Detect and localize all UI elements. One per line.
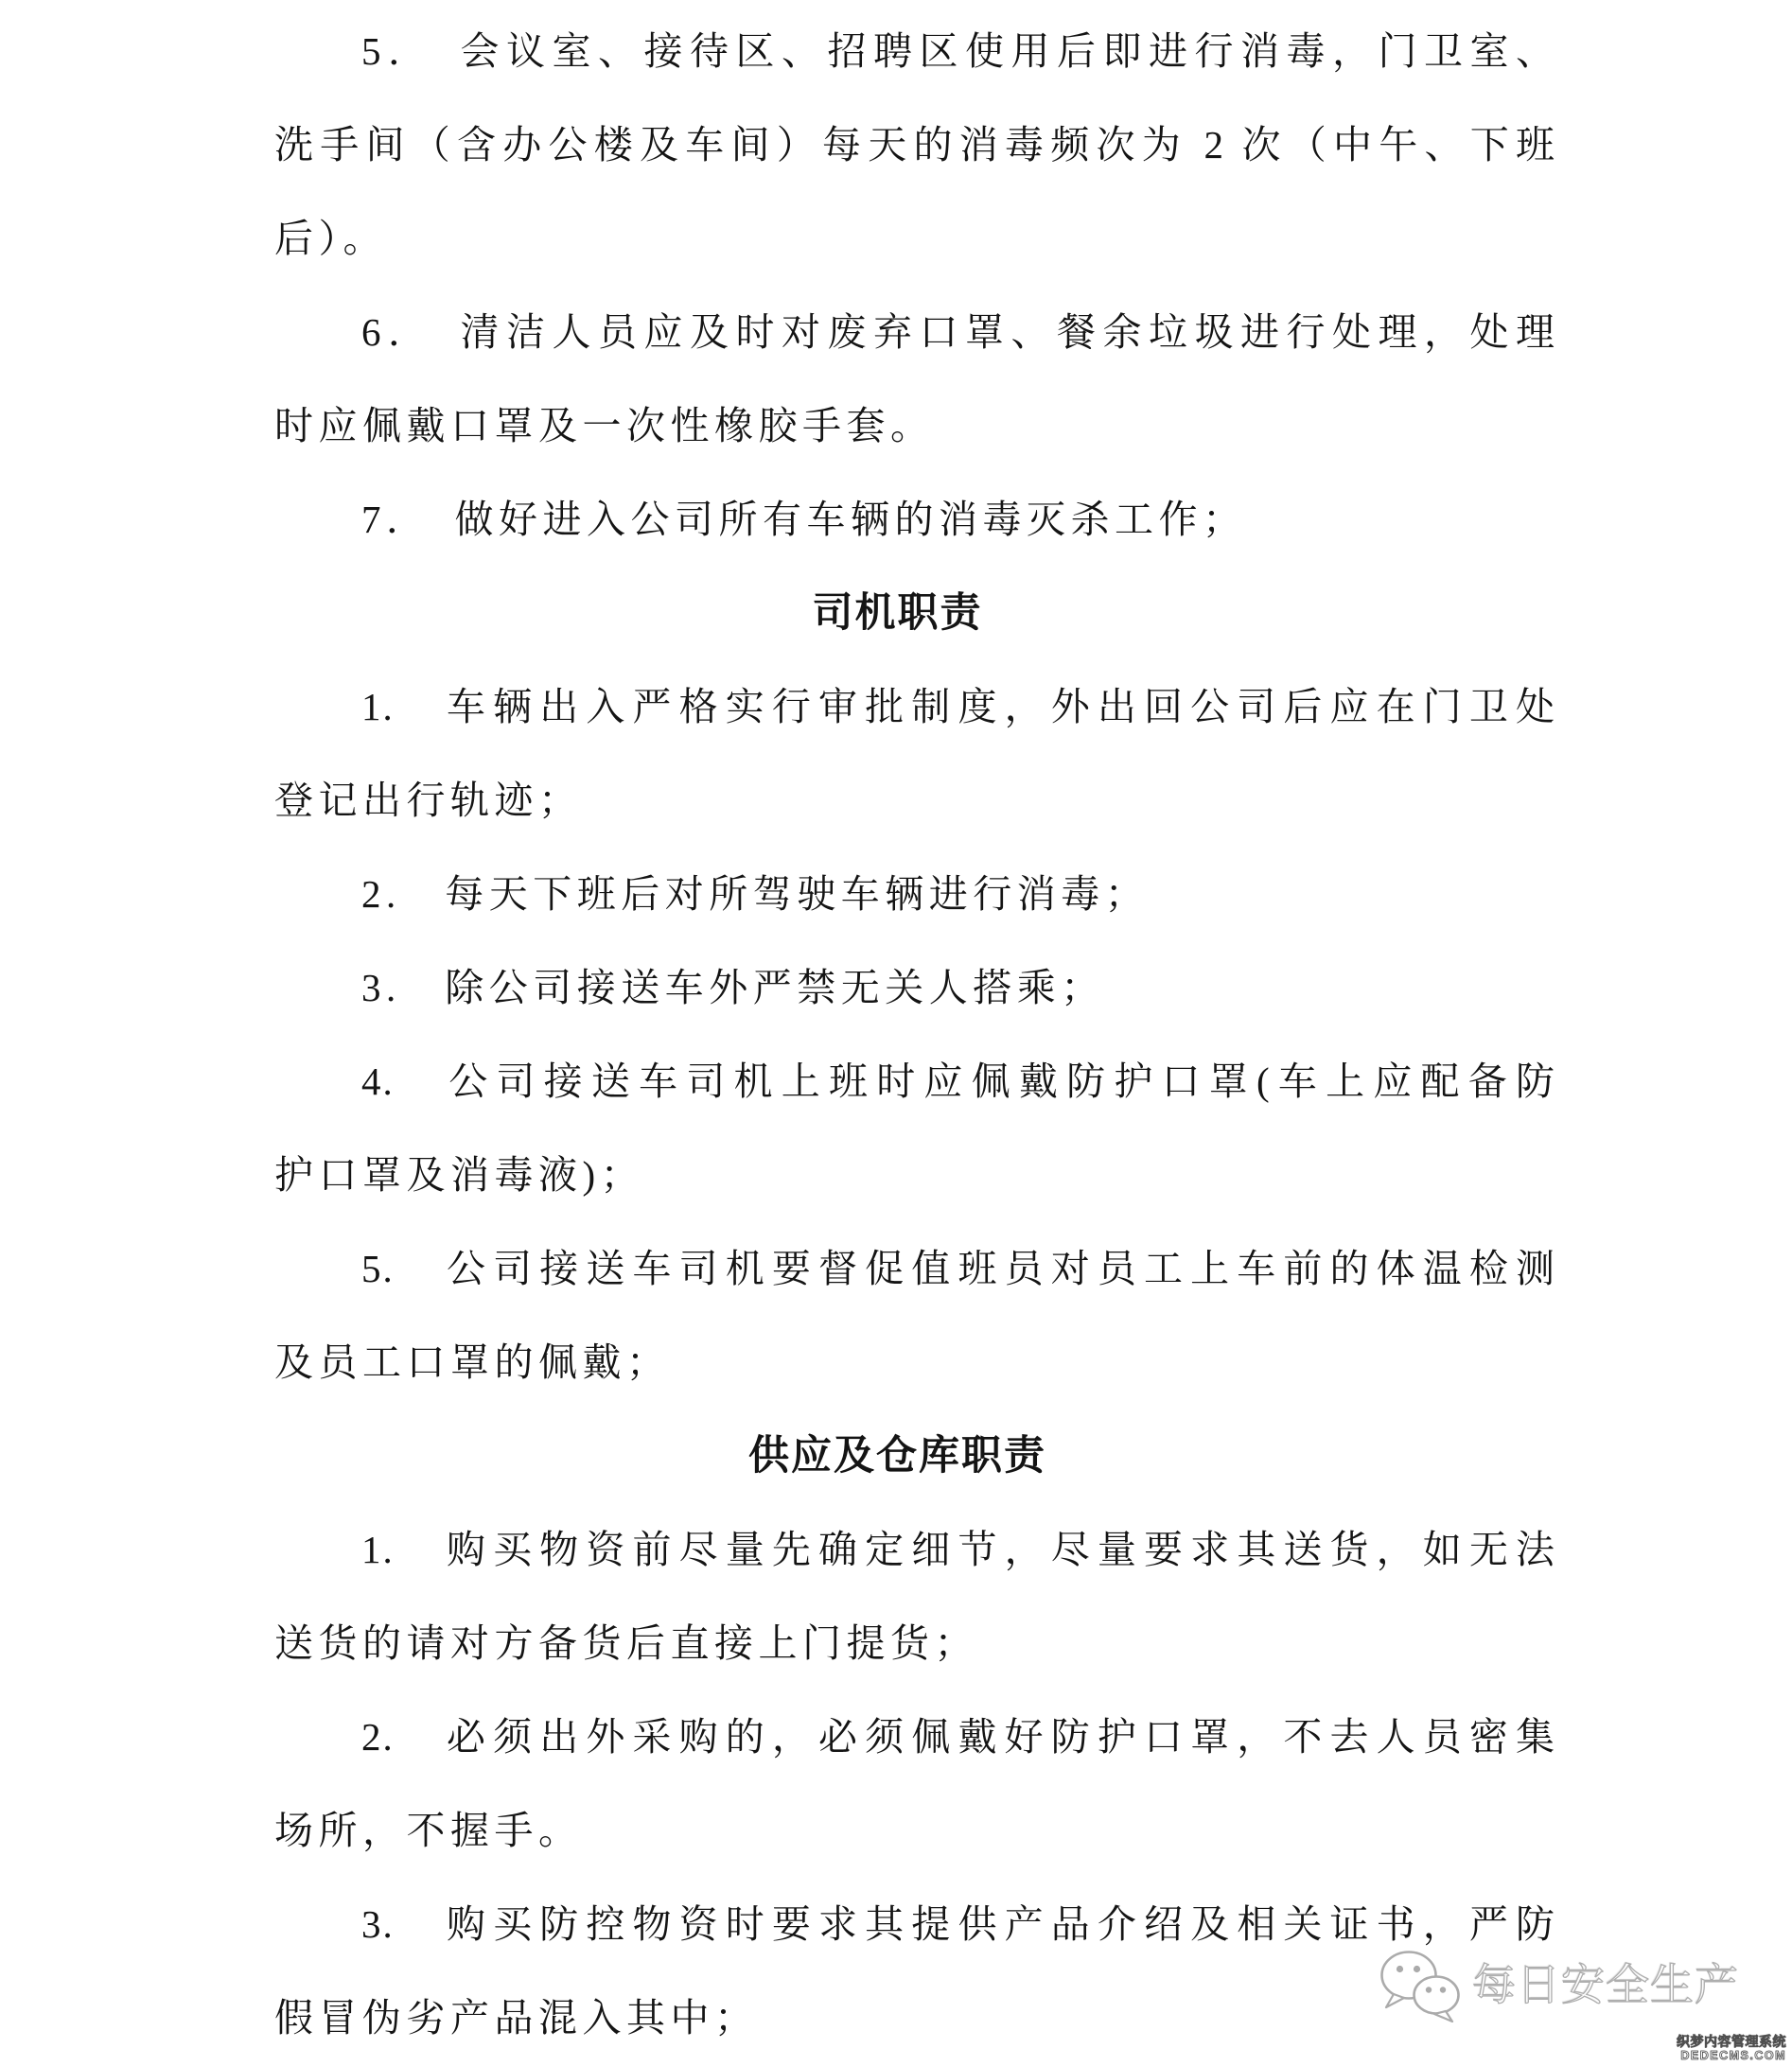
section-heading-supply-warehouse: 供应及仓库职责 bbox=[748, 1434, 1046, 1479]
text-line: 3. 除公司接送车外严禁无关人搭乘； bbox=[361, 966, 1105, 1009]
text-line: 2. 必须出外采购的，必须佩戴好防护口罩，不去人员密集 bbox=[361, 1715, 1556, 1759]
text-line: 6． 清洁人员应及时对废弃口罩、餐余垃圾进行处理，处理 bbox=[361, 310, 1556, 354]
dedecms-domain-label: DEDECMS.COM bbox=[1680, 2049, 1786, 2062]
watermark-label: 每日安全生产 bbox=[1472, 1961, 1739, 2009]
text-line: 时应佩戴口罩及一次性橡胶手套。 bbox=[274, 404, 935, 447]
text-line: 4. 公司接送车司机上班时应佩戴防护口罩(车上应配备防 bbox=[361, 1059, 1556, 1103]
section-heading-driver: 司机职责 bbox=[812, 591, 983, 636]
text-line: 5. 公司接送车司机要督促值班员对员工上车前的体温检测 bbox=[361, 1247, 1556, 1290]
text-line: 登记出行轨迹； bbox=[274, 779, 583, 822]
text-line: 及员工口罩的佩戴； bbox=[274, 1340, 671, 1384]
text-line: 5． 会议室、接待区、招聘区使用后即进行消毒，门卫室、 bbox=[361, 29, 1556, 73]
text-line: 护口罩及消毒液)； bbox=[274, 1153, 645, 1197]
text-line: 7． 做好进入公司所有车辆的消毒灭杀工作； bbox=[361, 498, 1247, 541]
dedecms-cn-label: 织梦内容管理系统 bbox=[1677, 2034, 1786, 2049]
text-line: 1. 车辆出入严格实行审批制度，外出回公司后应在门卫处 bbox=[361, 685, 1556, 728]
text-line: 1. 购买物资前尽量先确定细节，尽量要求其送货，如无法 bbox=[361, 1528, 1556, 1571]
text-line: 场所，不握手。 bbox=[274, 1809, 583, 1852]
text-line: 后）。 bbox=[274, 217, 387, 260]
text-line: 送货的请对方备货后直接上门提货； bbox=[274, 1621, 978, 1665]
dedecms-watermark bbox=[1677, 2034, 1786, 2063]
text-line: 3. 购买防控物资时要求其提供产品介绍及相关证书，严防 bbox=[361, 1902, 1556, 1946]
text-line: 假冒伪劣产品混入其中； bbox=[274, 1996, 759, 2040]
text-line: 洗手间（含办公楼及车间）每天的消毒频次为 2 次（中午、下班 bbox=[274, 123, 1556, 166]
document-body bbox=[274, 5, 1556, 2065]
text-line: 2. 每天下班后对所驾驶车辆进行消毒； bbox=[361, 872, 1150, 916]
